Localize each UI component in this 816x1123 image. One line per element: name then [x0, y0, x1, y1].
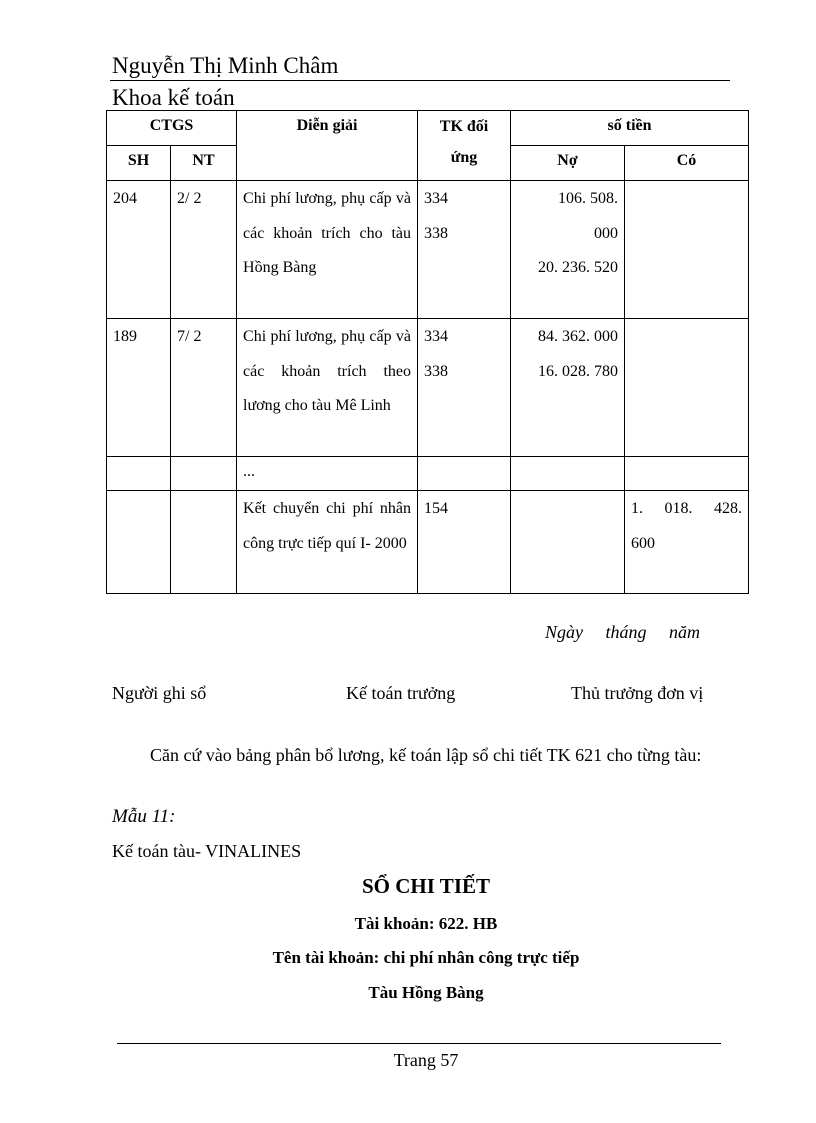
vessel-name: Tàu Hồng Bàng — [368, 983, 484, 1002]
header-contra-account-line1: TK đối — [439, 118, 489, 135]
account-number: 334 — [424, 190, 449, 207]
account-name: Tên tài khoản: chi phí nhân công trực tiếp — [272, 948, 580, 967]
header-credit: Có — [625, 146, 749, 181]
cell-description: Kết chuyển chi phí nhân công trực tiếp quí I- 2000 — [237, 491, 418, 594]
debit-amount: 84. 362. 000 — [538, 328, 619, 345]
account-code: Tài khoản: 622. HB — [354, 914, 498, 933]
cell-credit — [625, 319, 749, 457]
table-row — [107, 319, 749, 457]
table-row — [107, 457, 749, 491]
header-contra-account-line2: ứng — [450, 149, 478, 166]
cell-description: Chi phí lương, phụ cấp và các khoản trích theo lương cho tàu Mê Linh — [237, 319, 418, 457]
account-number: 154 — [424, 500, 449, 517]
cell-sh — [107, 457, 171, 491]
debit-amount: 106. 508. — [558, 190, 619, 207]
cell-accounts — [418, 319, 511, 457]
cell-credit — [625, 181, 749, 319]
header-ctgs: CTGS — [107, 111, 237, 146]
body-paragraph: Căn cứ vào bảng phân bổ lương, kế toán lập sổ chi tiết TK 621 cho từng tàu: — [150, 745, 702, 765]
cell-nt — [171, 491, 237, 594]
cell-nt — [171, 457, 237, 491]
cell-nt: 2/ 2 — [171, 181, 237, 319]
page-number: Trang 57 — [393, 1050, 459, 1070]
signature-recorder: Người ghi sổ — [112, 683, 207, 703]
cell-sh — [107, 491, 171, 594]
form-label: Mẫu 11: — [112, 806, 176, 827]
department-name: Khoa kế toán — [112, 85, 235, 110]
account-number: 338 — [424, 362, 449, 380]
debit-amount: 16. 028. 780 — [538, 362, 619, 380]
header-description: Diễn giải — [237, 111, 418, 181]
header-amount: số tiền — [511, 111, 749, 146]
cell-credit: 1. 018. 428. 600 — [625, 491, 749, 594]
cell-description: Chi phí lương, phụ cấp và các khoản trích cho tàu Hồng Bàng — [237, 181, 418, 319]
header-contra-account — [418, 111, 511, 181]
debit-amount: 20. 236. 520 — [538, 259, 619, 276]
header-sh: SH — [107, 146, 171, 181]
account-number: 338 — [424, 224, 449, 242]
date-line: Ngày tháng năm — [545, 622, 700, 642]
cell-debit — [511, 181, 625, 319]
cell-description: ... — [237, 457, 418, 491]
cell-accounts — [418, 491, 511, 594]
author-name: Nguyễn Thị Minh Châm — [112, 53, 339, 78]
signature-chief-accountant: Kế toán trưởng — [346, 683, 456, 703]
footer-divider — [117, 1043, 721, 1044]
ledger-title: SỔ CHI TIẾT — [362, 874, 490, 898]
unit-name: Kế toán tàu- VINALINES — [112, 841, 302, 861]
cell-sh: 189 — [107, 319, 171, 457]
debit-amount: 000 — [594, 224, 619, 242]
ledger-table — [106, 110, 749, 594]
table-header-row — [107, 111, 749, 146]
header-nt: NT — [171, 146, 237, 181]
table-row — [107, 491, 749, 594]
cell-accounts — [418, 457, 511, 491]
cell-nt: 7/ 2 — [171, 319, 237, 457]
signature-head-of-unit: Thủ trưởng đơn vị — [571, 683, 704, 703]
table-row — [107, 181, 749, 319]
cell-accounts — [418, 181, 511, 319]
account-number: 334 — [424, 328, 449, 345]
cell-sh: 204 — [107, 181, 171, 319]
header-debit: Nợ — [511, 146, 625, 181]
cell-credit — [625, 457, 749, 491]
header-divider — [110, 80, 730, 81]
cell-debit — [511, 457, 625, 491]
cell-debit — [511, 491, 625, 594]
cell-debit — [511, 319, 625, 457]
